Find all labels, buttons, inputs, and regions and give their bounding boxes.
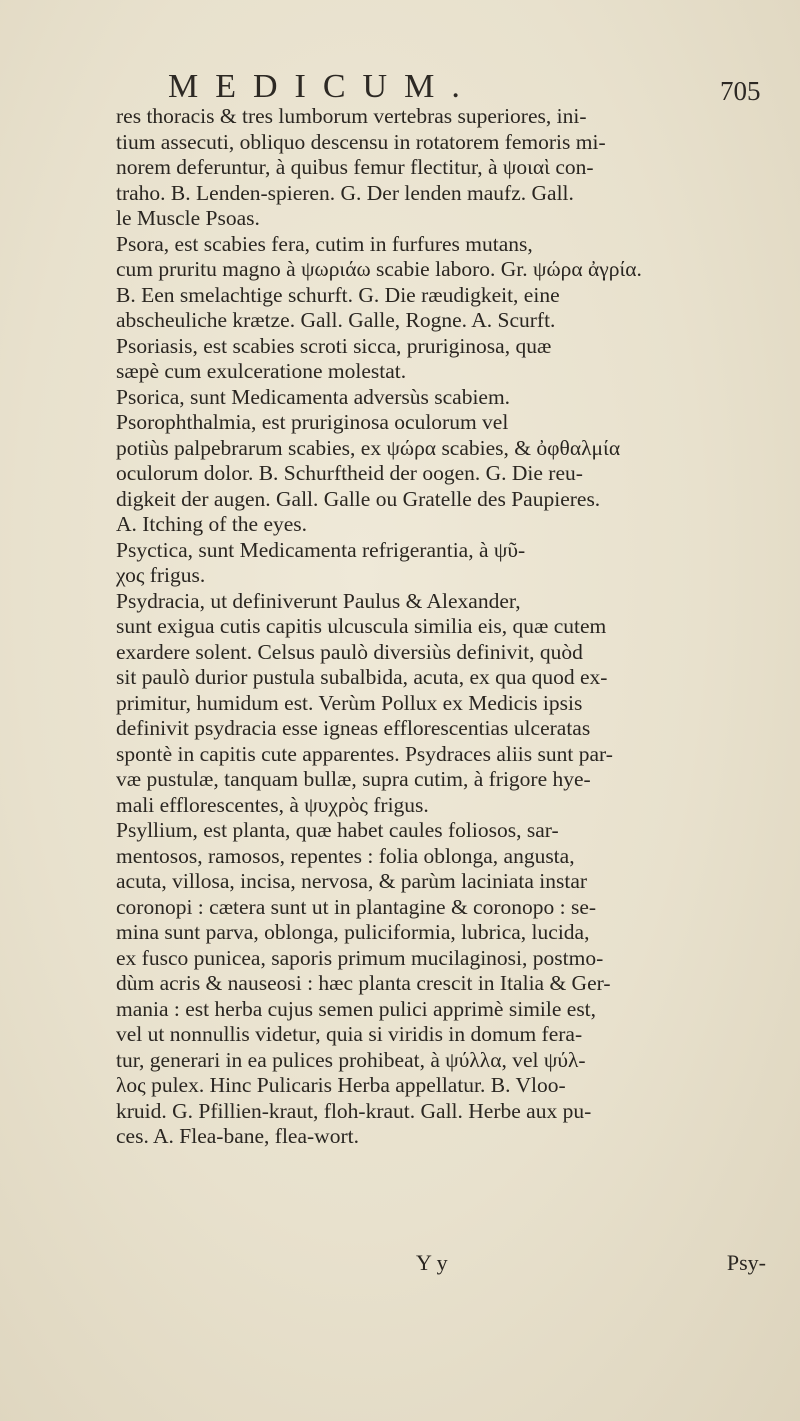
text-line: spontè in capitis cute apparentes. Psydraces aliis sunt par- bbox=[116, 741, 613, 766]
text-line: traho. B. Lenden-spieren. G. Der lenden maufz. Gall. bbox=[116, 180, 574, 205]
text-line: tium assecuti, obliquo descensu in rotatorem femoris mi- bbox=[116, 129, 606, 154]
running-head: MEDICUM. bbox=[168, 68, 477, 105]
text-line: abscheuliche krætze. Gall. Galle, Rogne. A. Scurft. bbox=[116, 308, 556, 332]
text-line: mentosos, ramosos, repentes : folia oblonga, angusta, bbox=[116, 843, 575, 868]
text-line: væ pustulæ, tanquam bullæ, supra cutim, à frigore hye- bbox=[116, 767, 591, 791]
text-line: definivit psydracia esse igneas efflorescentias ulceratas bbox=[116, 716, 591, 740]
text-line: tur, generari in ea pulices prohibeat, à ψύλλα, vel ψύλ- bbox=[116, 1047, 586, 1072]
page-header bbox=[0, 68, 800, 108]
text-line: λος pulex. Hinc Pulicaris Herba appellatur. B. Vloo- bbox=[116, 1073, 566, 1097]
text-line: B. Een smelachtige schurft. G. Die ræudigkeit, eine bbox=[116, 282, 560, 307]
text-line: sit paulò durior pustula subalbida, acuta, ex qua quod ex- bbox=[116, 665, 608, 689]
text-line: potiùs palpebrarum scabies, ex ψώρα scabies, & ὀφθαλμία bbox=[116, 435, 621, 460]
signature-mark: Y y bbox=[416, 1250, 448, 1275]
text-line: mania : est herba cujus semen pulici apprimè simile est, bbox=[116, 996, 597, 1021]
text-line: sæpè cum exulceratione molestat. bbox=[116, 359, 407, 383]
text-line: cum pruritu magno à ψωριάω scabie laboro. Gr. ψώρα ἀγρία. bbox=[116, 257, 642, 281]
text-line: acuta, villosa, incisa, nervosa, & parùm laciniata instar bbox=[116, 869, 588, 893]
entry-psora-line: Psora, est scabies fera, cutim in furfures mutans, bbox=[116, 231, 533, 256]
entry-psyctica-line: Psyctica, sunt Medicamenta refrigerantia, à ψῦ- bbox=[116, 537, 526, 562]
catchword: Psy- bbox=[726, 1250, 766, 1275]
text-line: digkeit der augen. Gall. Galle ou Gratelle des Paupieres. bbox=[116, 486, 601, 511]
text-line: A. Itching of the eyes. bbox=[116, 512, 308, 536]
text-line: ces. A. Flea-bane, flea-wort. bbox=[116, 1124, 359, 1148]
entry-psydracia-line: Psydracia, ut definiverunt Paulus & Alexander, bbox=[116, 588, 521, 613]
entry-psorophthalmia-line: Psorophthalmia, est pruriginosa oculorum vel bbox=[116, 410, 509, 434]
text-line: kruid. G. Pfillien-kraut, floh-kraut. Gall. Herbe aux pu- bbox=[116, 1098, 592, 1123]
text-line: le Muscle Psoas. bbox=[116, 206, 260, 230]
entry-psoriasis-line: Psoriasis, est scabies scroti sicca, pruriginosa, quæ bbox=[116, 333, 552, 358]
text-line: sunt exigua cutis capitis ulcuscula similia eis, quæ cutem bbox=[116, 614, 607, 638]
entry-psorica-line: Psorica, sunt Medicamenta adversùs scabiem. bbox=[116, 384, 511, 409]
text-line: vel ut nonnullis videtur, quia si viridis in domum fera- bbox=[116, 1022, 583, 1046]
dictionary-text bbox=[116, 104, 766, 1150]
text-line: mina sunt parva, oblonga, puliciformia, lubrica, lucida, bbox=[116, 920, 590, 944]
page-footer bbox=[116, 1250, 766, 1276]
text-line: primitur, humidum est. Verùm Pollux ex Medicis ipsis bbox=[116, 690, 583, 715]
text-line: coronopi : cætera sunt ut in plantagine & coronopo : se- bbox=[116, 894, 597, 919]
text-line: exardere solent. Celsus paulò diversiùs definivit, quòd bbox=[116, 639, 583, 664]
text-line: mali efflorescentes, à ψυχρὸς frigus. bbox=[116, 792, 429, 817]
entry-psyllium-line: Psyllium, est planta, quæ habet caules foliosos, sar- bbox=[116, 818, 559, 842]
text-line: oculorum dolor. B. Schurftheid der oogen. G. Die reu- bbox=[116, 461, 583, 485]
page-number: 705 bbox=[720, 76, 761, 106]
text-line: χος frigus. bbox=[116, 563, 206, 587]
text-line: ex fusco punicea, saporis primum mucilaginosi, postmo- bbox=[116, 945, 604, 970]
text-line: dùm acris & nauseosi : hæc planta crescit in Italia & Ger- bbox=[116, 971, 611, 995]
text-line: res thoracis & tres lumborum vertebras superiores, ini- bbox=[116, 104, 587, 128]
text-line: norem deferuntur, à quibus femur flectitur, à ψοιαὶ con- bbox=[116, 155, 594, 179]
